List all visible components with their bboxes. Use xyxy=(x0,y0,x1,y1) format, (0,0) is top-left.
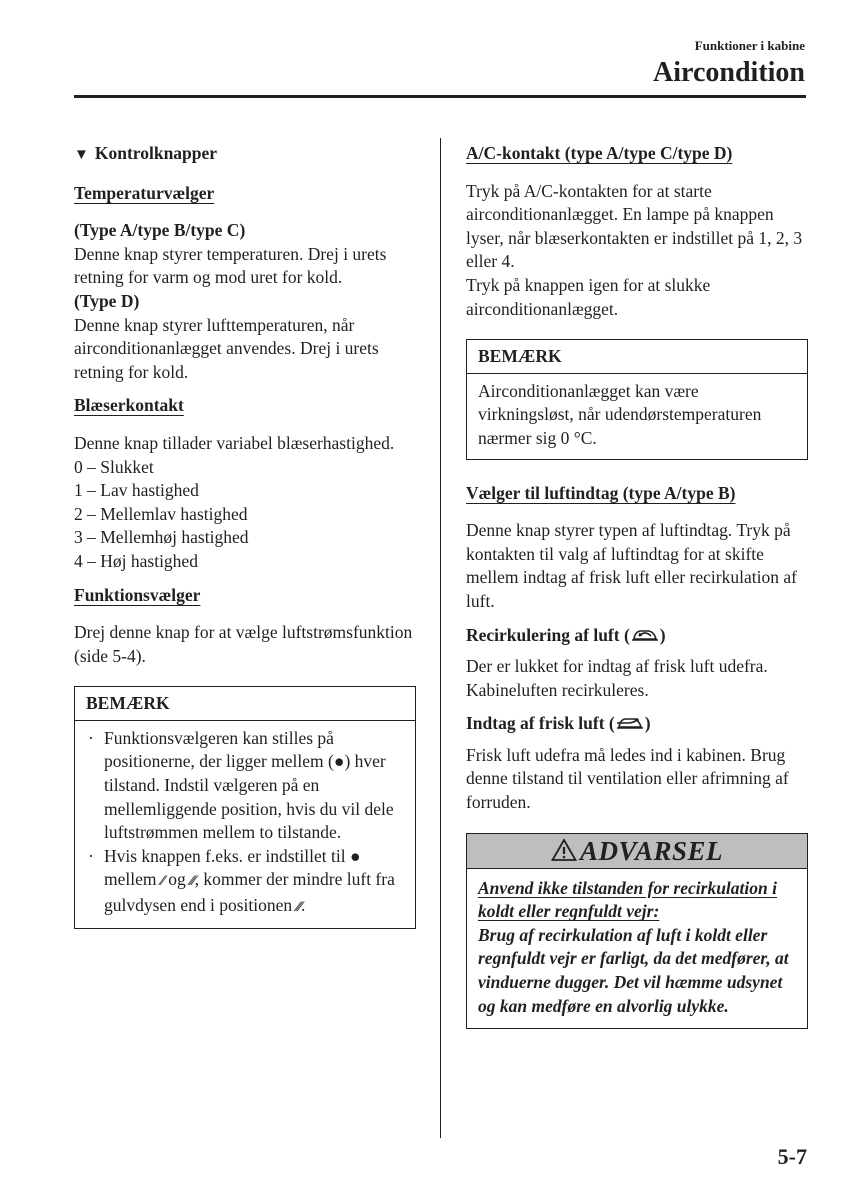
warning-body xyxy=(467,869,807,1029)
floor-defrost-mode-icon: ⁄⁄⁄ xyxy=(190,873,195,890)
recirculation-heading: Recirkulering af luft ( ) xyxy=(466,624,666,645)
note-body: Airconditionanlægget kan være virkningsløst, når udendørstemperaturen nærmer sig 0 °C. xyxy=(478,380,762,448)
floor-mode-icon: ⁄⁄ xyxy=(160,873,164,890)
fan-speed-item: 1 – Lav hastighed xyxy=(74,480,199,501)
warning-box xyxy=(466,833,808,1030)
note-box-left xyxy=(74,686,416,928)
warning-subtitle: Anvend ikke tilstanden for recirkulation i koldt eller regnfuldt vejr: xyxy=(478,877,777,922)
triangle-down-icon: ▼ xyxy=(74,147,89,163)
right-column xyxy=(466,142,808,1029)
page-header xyxy=(653,38,805,90)
temperature-subheading-d: (Type D) xyxy=(74,290,140,311)
fan-speed-item: 4 – Høj hastighed xyxy=(74,550,198,571)
note-heading: BEMÆRK xyxy=(467,340,807,374)
page-title: Aircondition xyxy=(653,57,805,88)
recirculation-icon xyxy=(631,626,659,644)
bullet-icon: · xyxy=(88,845,94,866)
function-heading: Funktionsvælger xyxy=(74,584,201,605)
ac-heading: A/C-kontakt (type A/type C/type D) xyxy=(466,143,733,163)
note-heading: BEMÆRK xyxy=(75,687,415,721)
filled-circle-icon: ● xyxy=(349,845,361,866)
fan-heading: Blæserkontakt xyxy=(74,395,184,416)
fresh-air-text: Frisk luft udefra må ledes ind i kabinen. Brug denne tilstand til ventilation eller afrimning af forruden. xyxy=(466,744,789,813)
intake-heading: Vælger til luftindtag (type A/type B) xyxy=(466,482,736,503)
function-text: Drej denne knap for at vælge luftstrømsfunktion (side 5-4). xyxy=(74,622,413,666)
note-bullet: · Funktionsvælgeren kan stilles på positionerne, der ligger mellem (●) hver tilstand. Indstil vælgeren på en mellemliggende position, hvis du vil dele luftstrømmen mellem to tilstande. xyxy=(86,727,404,845)
left-column xyxy=(74,142,416,929)
temperature-subheading-abc: (Type A/type B/type C) xyxy=(74,220,246,241)
warning-title: ADVARSEL xyxy=(579,835,724,866)
intake-text: Denne knap styrer typen af luftindtag. Tryk på kontakten til valg af luftindtag for at skifte mellem indtag af frisk luft eller recirkulation af luft. xyxy=(466,520,797,611)
column-divider xyxy=(440,138,441,1138)
page-number: 5-7 xyxy=(777,1144,807,1169)
note-body xyxy=(75,721,415,928)
recirculation-text: Der er lukket for indtag af frisk luft udefra. Kabineluften recirkuleres. xyxy=(466,656,768,700)
ac-text-2: Tryk på knappen igen for at slukke airconditionanlægget. xyxy=(466,274,711,319)
fresh-air-heading: Indtag af frisk luft ( ) xyxy=(466,713,651,734)
fan-text: Denne knap tillader variabel blæserhastighed. xyxy=(74,432,395,453)
section-label: Funktioner i kabine xyxy=(694,38,805,53)
ac-text-1: Tryk på A/C-kontakten for at starte airconditionanlægget. En lampe på knappen lyser, når blæserkontakten er indstillet på 1, 2, 3 eller 4. xyxy=(466,180,803,272)
header-rule xyxy=(74,95,806,98)
floor-defrost-mode-icon: ⁄⁄⁄ xyxy=(296,899,301,916)
fan-speed-item: 3 – Mellemhøj hastighed xyxy=(74,527,249,548)
warning-triangle-icon xyxy=(551,838,577,862)
bullet-icon: · xyxy=(88,727,94,748)
fan-speed-item: 2 – Mellemlav hastighed xyxy=(74,503,248,524)
fan-speed-item: 0 – Slukket xyxy=(74,456,154,477)
note-box-right xyxy=(466,339,808,459)
main-heading: ▼ Kontrolknapper xyxy=(74,142,416,168)
temperature-text-abc: Denne knap styrer temperaturen. Drej i urets retning for varm og mod uret for kold. xyxy=(74,243,387,288)
warning-header xyxy=(467,834,807,869)
temperature-text-d: Denne knap styrer lufttemperaturen, når airconditionanlægget anvendes. Drej i urets retning for kold. xyxy=(74,314,379,382)
temperature-heading: Temperaturvælger xyxy=(74,182,215,203)
fresh-air-icon xyxy=(616,714,644,732)
warning-text: Brug af recirkulation af luft i koldt eller regnfuldt vejr er farligt, da det medfører, at vinduerne dugger. Det vil hæmme udsynet og kan medføre en alvorlig ulykke. xyxy=(478,924,789,1016)
note-bullet: · Hvis knappen f.eks. er indstillet til ● mellem ⁄⁄ og ⁄⁄⁄, kommer der mindre luft fra gulvdysen end i positionen ⁄⁄⁄. xyxy=(86,845,404,920)
filled-circle-icon: ● xyxy=(333,751,345,772)
